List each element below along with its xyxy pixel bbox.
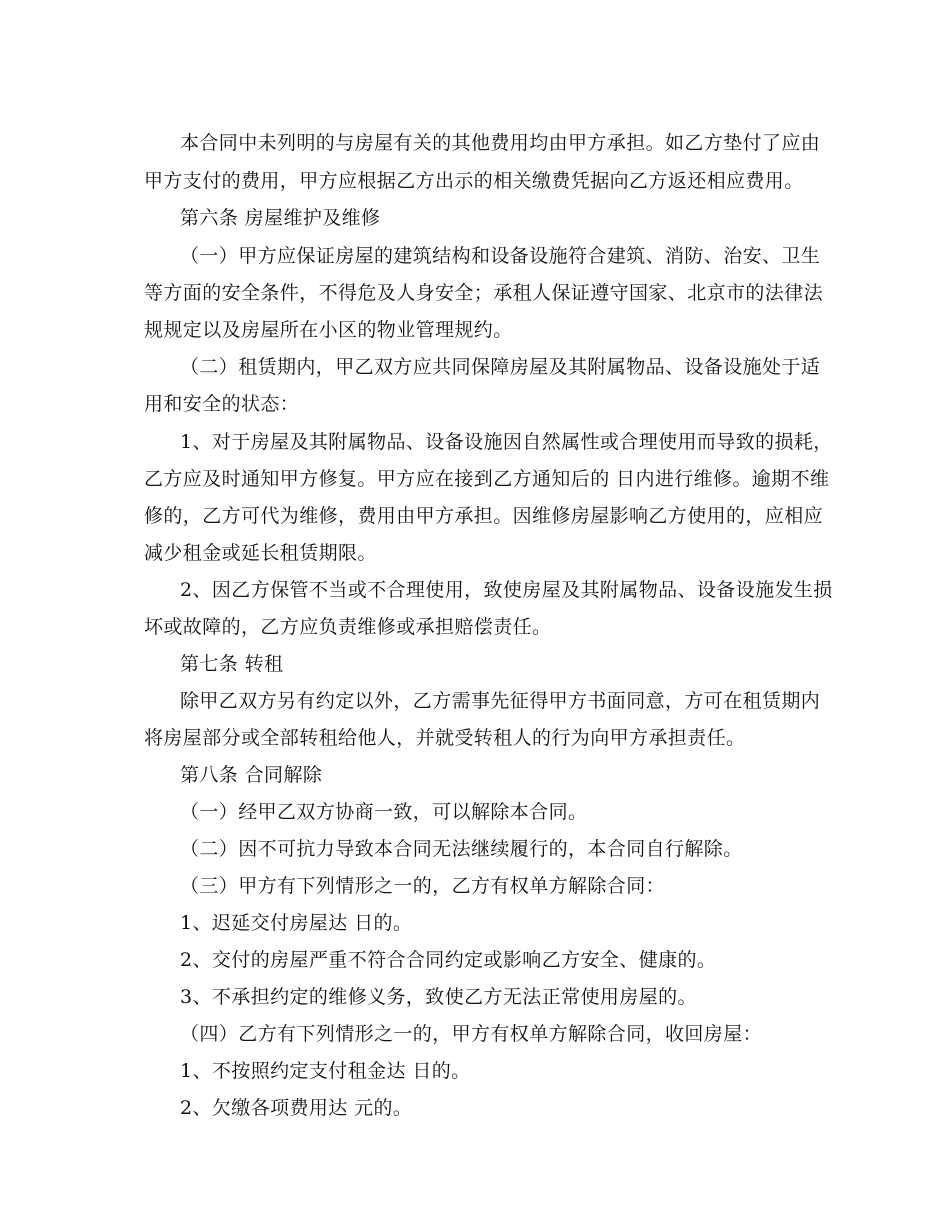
paragraph-line: 1、不按照约定支付租金达 日的。 (180, 1060, 471, 1082)
paragraph-line: 1、对于房屋及其附属物品、设备设施因自然属性或合理使用而导致的损耗， (180, 431, 833, 453)
paragraph-line: 规规定以及房屋所在小区的物业管理规约。 (144, 319, 513, 341)
paragraph-line: 减少租金或延长租赁期限。 (144, 542, 377, 564)
paragraph-line: 用和安全的状态： (144, 393, 300, 415)
paragraph-line: 修的，乙方可代为维修，费用由甲方承担。因维修房屋影响乙方使用的，应相应 (144, 505, 824, 527)
paragraph-line: （三）甲方有下列情形之一的，乙方有权单方解除合同： (180, 875, 666, 897)
paragraph-line: 将房屋部分或全部转租给他人，并就受转租人的行为向甲方承担责任。 (144, 727, 746, 749)
paragraph-line: 2、交付的房屋严重不符合合同约定或影响乙方安全、健康的。 (180, 949, 717, 971)
paragraph-line: 坏或故障的，乙方应负责维修或承担赔偿责任。 (144, 616, 552, 638)
paragraph-line: （一）经甲乙双方协商一致，可以解除本合同。 (180, 801, 588, 823)
paragraph-line: 除甲乙双方另有约定以外，乙方需事先征得甲方书面同意，方可在租赁期内 (180, 690, 821, 712)
paragraph-line: 乙方应及时通知甲方修复。甲方应在接到乙方通知后的 日内进行维修。逾期不维 (144, 468, 830, 490)
paragraph-line: 3、不承担约定的维修义务，致使乙方无法正常使用房屋的。 (180, 986, 697, 1008)
paragraph-line: 本合同中未列明的与房屋有关的其他费用均由甲方承担。如乙方垫付了应由 (180, 132, 821, 154)
paragraph-line: （四）乙方有下列情形之一的，甲方有权单方解除合同，收回房屋： (180, 1023, 763, 1045)
paragraph-line: （一）甲方应保证房屋的建筑结构和设备设施符合建筑、消防、治安、卫生 (180, 245, 821, 267)
paragraph-line: 2、欠缴各项费用达 元的。 (180, 1097, 413, 1119)
section-heading: 第八条 合同解除 (180, 764, 323, 786)
paragraph-line: （二）租赁期内，甲乙双方应共同保障房屋及其附属物品、设备设施处于适 (180, 356, 821, 378)
paragraph-line: （二）因不可抗力导致本合同无法继续履行的，本合同自行解除。 (180, 838, 743, 860)
paragraph-line: 1、迟延交付房屋达 日的。 (180, 912, 413, 934)
paragraph-line: 等方面的安全条件，不得危及人身安全；承租人保证遵守国家、北京市的法律法 (144, 282, 824, 304)
paragraph-line: 甲方支付的费用，甲方应根据乙方出示的相关缴费凭据向乙方返还相应费用。 (144, 170, 804, 192)
section-heading: 第七条 转租 (180, 653, 284, 675)
paragraph-line: 2、因乙方保管不当或不合理使用，致使房屋及其附属物品、设备设施发生损 (180, 579, 833, 601)
section-heading: 第六条 房屋维护及维修 (180, 207, 381, 229)
